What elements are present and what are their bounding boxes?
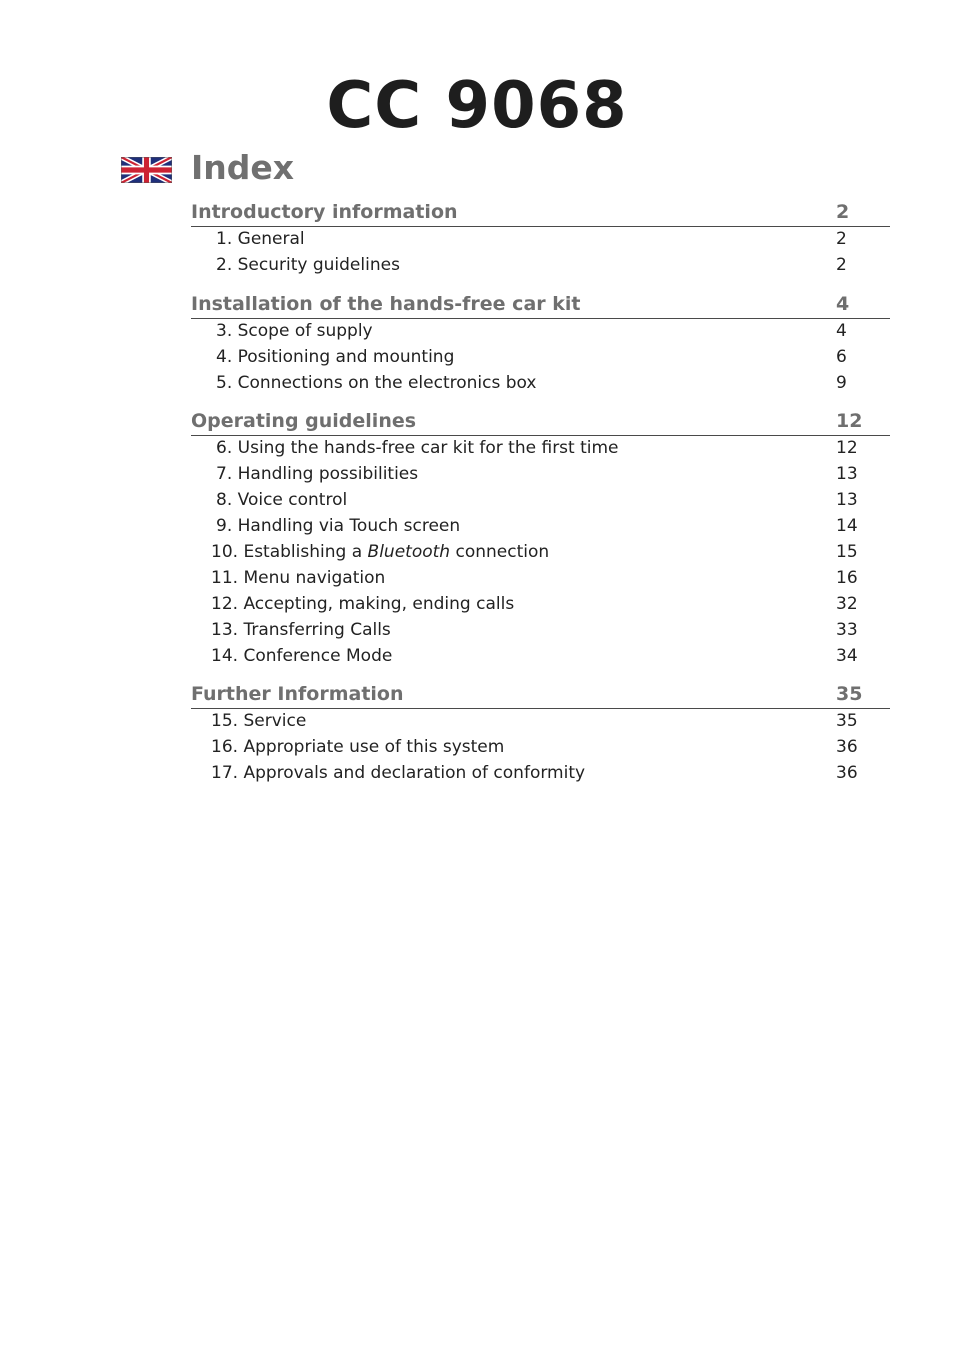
entry-label: Scope of supply	[237, 320, 373, 341]
entry-number: 11.	[211, 567, 239, 588]
toc-entry[interactable]	[191, 253, 890, 279]
entry-label: Conference Mode	[243, 645, 393, 666]
section-heading[interactable]	[191, 199, 890, 227]
entry-label: Voice control	[237, 490, 348, 511]
entry-number: 15.	[211, 711, 239, 732]
entry-text	[211, 566, 385, 592]
entry-page-number: 13	[836, 464, 858, 485]
entry-text	[211, 592, 514, 618]
toc-entry[interactable]	[191, 618, 890, 644]
entry-text	[216, 462, 418, 488]
entry-text	[216, 488, 347, 514]
entry-page-number: 13	[836, 490, 858, 511]
document-title: CC 9068	[326, 69, 628, 143]
section-page-number: 35	[836, 683, 863, 706]
section-heading[interactable]	[191, 408, 890, 436]
toc-section	[191, 291, 890, 397]
toc-entry[interactable]	[191, 709, 890, 735]
entry-page-number: 36	[836, 763, 858, 784]
entry-label: Menu navigation	[243, 567, 386, 588]
toc-entry[interactable]	[191, 566, 890, 592]
section-page-number: 4	[836, 292, 850, 315]
section-title: Further Information	[191, 683, 404, 706]
entry-label: Transferring Calls	[243, 619, 391, 640]
entry-page-number: 6	[836, 346, 847, 367]
toc-entry[interactable]	[191, 514, 890, 540]
entry-label: Handling possibilities	[237, 464, 419, 485]
section-title: Operating guidelines	[191, 410, 417, 433]
toc-entry[interactable]	[191, 735, 890, 761]
toc-entry[interactable]	[191, 227, 890, 253]
entry-page-number: 2	[836, 254, 847, 275]
entry-text	[211, 735, 504, 761]
entry-label: Connections on the electronics box	[237, 372, 537, 393]
entry-page-number: 12	[836, 438, 858, 459]
entry-text	[216, 319, 373, 345]
toc-entry[interactable]	[191, 371, 890, 397]
entry-label-italic: Bluetooth	[367, 542, 451, 563]
entry-label: Service	[243, 711, 307, 732]
entry-label: Accepting, making, ending calls	[243, 593, 515, 614]
entry-label: Handling via Touch screen	[237, 516, 461, 537]
entry-label: Security guidelines	[237, 254, 400, 275]
entry-number: 2.	[216, 254, 233, 275]
entry-number: 4.	[216, 346, 233, 367]
section-heading[interactable]	[191, 681, 890, 709]
section-heading[interactable]	[191, 291, 890, 319]
entry-number: 16.	[211, 737, 239, 758]
entry-text	[211, 618, 391, 644]
entry-page-number: 35	[836, 711, 858, 732]
entry-page-number: 9	[836, 372, 847, 393]
toc-entry[interactable]	[191, 540, 890, 566]
entry-number: 9.	[216, 516, 233, 537]
toc-section	[191, 199, 890, 279]
toc-entry[interactable]	[191, 319, 890, 345]
entry-page-number: 33	[836, 619, 858, 640]
index-heading: Index	[191, 148, 295, 187]
toc-entry[interactable]	[191, 761, 890, 787]
entry-number: 13.	[211, 619, 239, 640]
toc-entry[interactable]	[191, 462, 890, 488]
entry-number: 14.	[211, 645, 239, 666]
entry-text	[211, 761, 585, 787]
entry-text	[216, 253, 400, 279]
entry-label: Using the hands-free car kit for the first time	[237, 438, 619, 459]
uk-flag-icon	[121, 157, 172, 183]
entry-text	[216, 345, 454, 371]
section-title: Installation of the hands-free car kit	[191, 292, 581, 315]
entry-number: 17.	[211, 763, 239, 784]
entry-text	[216, 227, 305, 253]
section-title: Introductory information	[191, 201, 458, 223]
entry-label-start: Establishing a	[243, 542, 363, 563]
entry-text	[216, 371, 536, 397]
entry-label: Approvals and declaration of conformity	[243, 763, 586, 784]
toc-entry[interactable]	[191, 592, 890, 618]
entry-number: 5.	[216, 372, 233, 393]
entry-text	[216, 514, 460, 540]
entry-number: 1.	[216, 229, 233, 249]
entry-label: Appropriate use of this system	[243, 737, 505, 758]
toc-entry[interactable]	[191, 644, 890, 670]
entry-label-end: connection	[455, 542, 550, 563]
entry-text	[216, 436, 619, 462]
toc-section	[191, 408, 890, 669]
entry-text	[211, 644, 392, 670]
entry-page-number: 4	[836, 320, 847, 341]
section-page-number: 12	[836, 410, 863, 433]
entry-page-number: 2	[836, 229, 847, 249]
toc-entry[interactable]	[191, 345, 890, 371]
section-page-number: 2	[836, 201, 850, 223]
entry-number: 6.	[216, 438, 233, 459]
entry-page-number: 15	[836, 542, 858, 563]
entry-page-number: 34	[836, 645, 858, 666]
toc-entry[interactable]	[191, 436, 890, 462]
table-of-contents	[191, 199, 890, 799]
entry-number: 3.	[216, 320, 233, 341]
entry-label: Positioning and mounting	[237, 346, 455, 367]
entry-label: General	[237, 229, 305, 249]
entry-text	[211, 540, 549, 566]
entry-number: 10.	[211, 542, 239, 563]
entry-page-number: 32	[836, 593, 858, 614]
toc-section	[191, 681, 890, 787]
entry-number: 7.	[216, 464, 233, 485]
toc-entry[interactable]	[191, 488, 890, 514]
entry-page-number: 14	[836, 516, 858, 537]
entry-text	[211, 709, 306, 735]
entry-page-number: 36	[836, 737, 858, 758]
entry-number: 12.	[211, 593, 239, 614]
entry-page-number: 16	[836, 567, 858, 588]
entry-number: 8.	[216, 490, 233, 511]
